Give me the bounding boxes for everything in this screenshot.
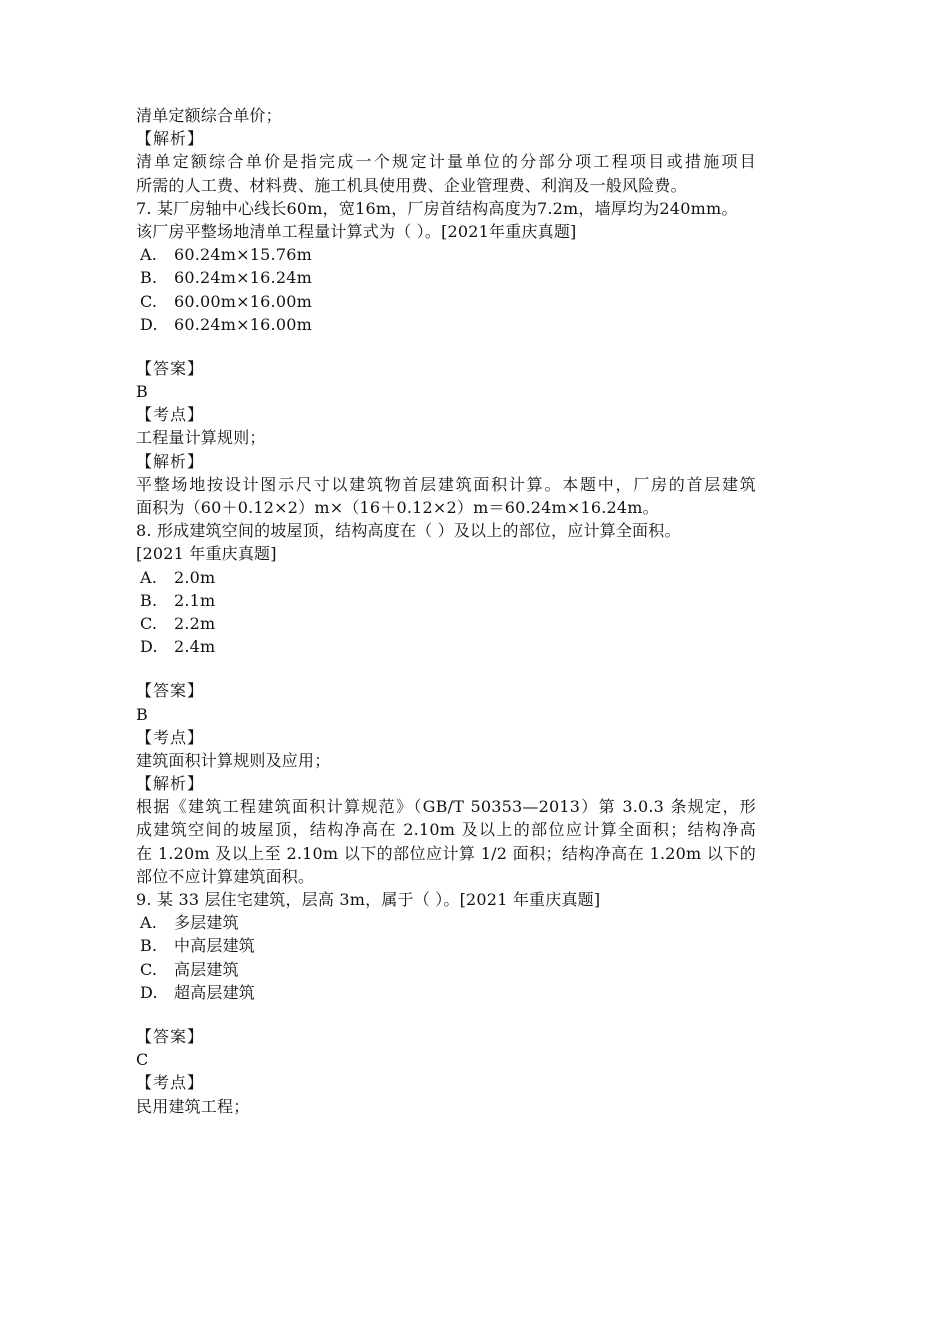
option-text: 60.00m×16.00m <box>174 291 312 311</box>
option-key: D. <box>140 982 158 1002</box>
question-7-option-c <box>136 290 756 313</box>
text-line: 所需的人工费、材料费、施工机具使用费、企业管理费、利润及一般风险费。 <box>136 175 687 195</box>
answer-label: 【答案】 <box>136 1026 205 1046</box>
question-8-option-d <box>136 635 756 658</box>
answer-label: 【答案】 <box>136 681 205 701</box>
question-7-stem: 7. 某厂房轴中心线长60m，宽16m，厂房首结构高度为7.2m，墙厚均为240mm。 <box>136 198 738 218</box>
analysis-text: 成建筑空间的坡屋顶，结构净高在 2.10m 及以上的部位应计算全面积；结构净高 <box>136 820 756 840</box>
point-text: 民用建筑工程； <box>136 1096 250 1116</box>
question-9-option-b <box>136 934 756 957</box>
question-7-stem-cont: 该厂房平整场地清单工程量计算式为（ ）。[2021年重庆真题] <box>136 221 577 241</box>
spacer <box>136 658 756 679</box>
spacer <box>136 1004 756 1025</box>
question-9-option-a <box>136 911 756 934</box>
option-key: C. <box>140 959 158 979</box>
point-label: 【考点】 <box>136 1073 205 1093</box>
analysis-label: 【解析】 <box>136 774 205 794</box>
option-text: 60.24m×16.24m <box>174 268 312 288</box>
question-8-option-a <box>136 566 756 589</box>
point-text: 工程量计算规则； <box>136 428 266 448</box>
text-line: 清单定额综合单价； <box>136 106 282 125</box>
question-9-option-c <box>136 958 756 981</box>
point-label: 【考点】 <box>136 727 205 747</box>
option-text: 2.0m <box>174 567 216 587</box>
option-text: 高层建筑 <box>174 959 239 979</box>
question-7-option-b <box>136 266 756 289</box>
option-text: 60.24m×16.00m <box>174 314 312 334</box>
point-label: 【考点】 <box>136 405 205 425</box>
analysis-text: 部位不应计算建筑面积。 <box>136 866 315 886</box>
question-8-stem: 8. 形成建筑空间的坡屋顶，结构高度在（ ）及以上的部位，应计算全面积。 <box>136 521 681 541</box>
option-text: 2.2m <box>174 613 216 633</box>
analysis-label: 【解析】 <box>136 451 205 471</box>
analysis-text: 根据《建筑工程建筑面积计算规范》（GB/T 50353—2013）第 3.0.3 条规定，形 <box>136 797 756 817</box>
question-8-stem-cont: [2021 年重庆真题] <box>136 544 277 564</box>
question-8-option-b <box>136 589 756 612</box>
option-text: 超高层建筑 <box>174 982 256 1002</box>
question-7-option-a <box>136 243 756 266</box>
option-text: 2.4m <box>174 637 216 657</box>
question-8-option-c <box>136 612 756 635</box>
option-key: A. <box>140 567 158 587</box>
text-line: 清单定额综合单价是指完成一个规定计量单位的分部分项工程项目或措施项目 <box>136 152 756 172</box>
document-page <box>136 104 756 1118</box>
option-text: 中高层建筑 <box>174 936 256 956</box>
answer-value: C <box>136 1050 149 1070</box>
option-key: D. <box>140 314 158 334</box>
spacer <box>136 336 756 357</box>
option-text: 2.1m <box>174 590 216 610</box>
answer-value: B <box>136 382 148 402</box>
option-key: A. <box>140 245 158 265</box>
analysis-text: 在 1.20m 及以上至 2.10m 以下的部位应计算 1/2 面积；结构净高在 1.20m 以下的 <box>136 843 756 863</box>
point-text: 建筑面积计算规则及应用； <box>136 750 331 770</box>
answer-label: 【答案】 <box>136 358 205 378</box>
question-9-stem: 9. 某 33 层住宅建筑，层高 3m，属于（ ）。[2021 年重庆真题] <box>136 890 601 909</box>
option-key: B. <box>140 590 158 610</box>
question-9-option-d <box>136 981 756 1004</box>
option-key: B. <box>140 936 158 956</box>
option-key: B. <box>140 268 158 288</box>
analysis-label: 【解析】 <box>136 129 205 149</box>
option-key: C. <box>140 613 158 633</box>
answer-value: B <box>136 704 148 724</box>
option-key: A. <box>140 913 158 933</box>
option-key: D. <box>140 637 158 657</box>
option-text: 60.24m×15.76m <box>174 245 312 265</box>
question-7-option-d <box>136 313 756 336</box>
option-text: 多层建筑 <box>174 913 239 933</box>
analysis-text: 面积为（60＋0.12×2）m×（16＋0.12×2）m＝60.24m×16.24m。 <box>136 498 659 517</box>
analysis-text: 平整场地按设计图示尺寸以建筑物首层建筑面积计算。本题中，厂房的首层建筑 <box>136 474 756 494</box>
option-key: C. <box>140 291 158 311</box>
